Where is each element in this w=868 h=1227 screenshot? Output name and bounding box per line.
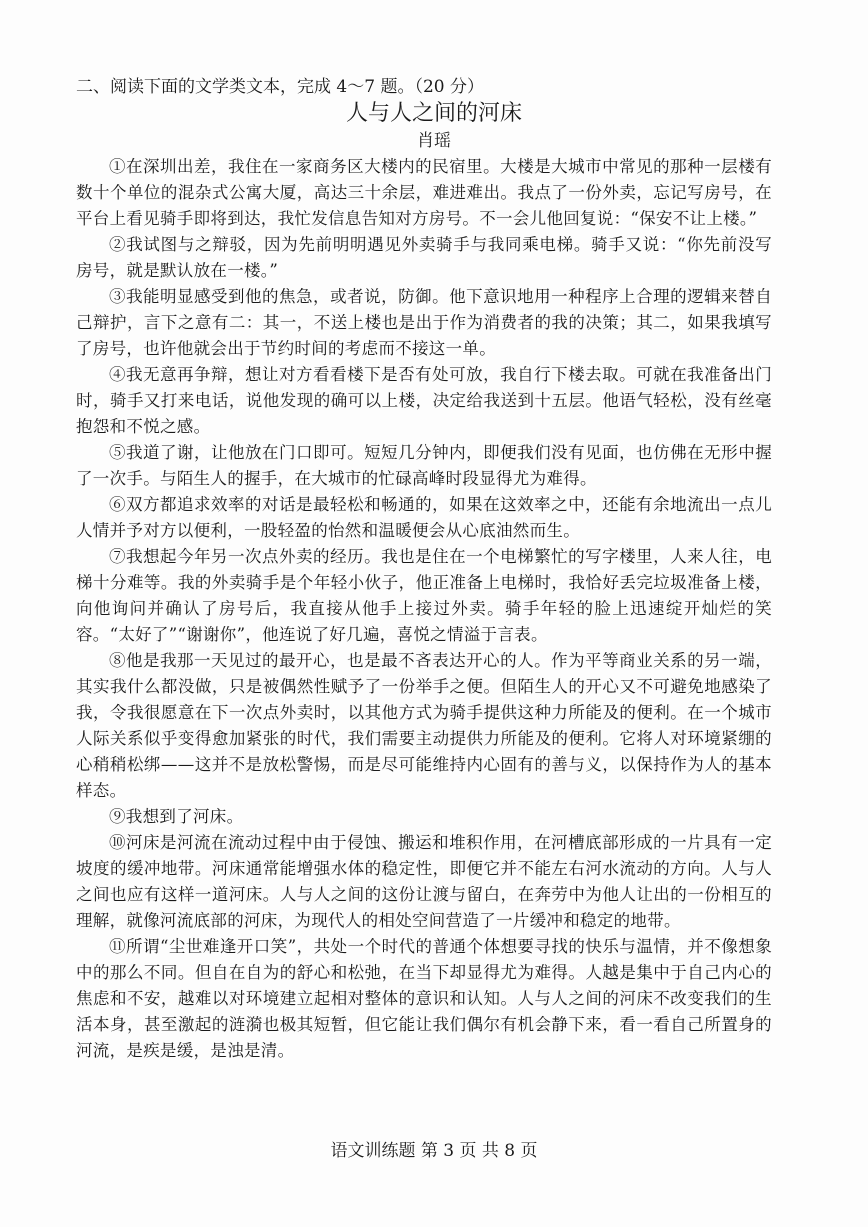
paragraph-6: ⑥双方都追求效率的对话是最轻松和畅通的，如果在这效率之中，还能有余地流出一点儿人情并予对方以便利，一股轻盈的怡然和温暖便会从心底油然而生。 <box>76 495 772 540</box>
paragraph-4: ④我无意再争辩，想让对方看看楼下是否有处可放，我自行下楼去取。可就在我准备出门时，骑手又打来电话，说他发现的确可以上楼，决定给我送到十五层。他语气轻松，没有丝毫抱怨和不悦之感。 <box>76 365 772 436</box>
article-title: 人与人之间的河床 <box>345 101 522 126</box>
paragraph-5: ⑤我道了谢，让他放在门口即可。短短几分钟内，即便我们没有见面，也仿佛在无形中握了一次手。与陌生人的握手，在大城市的忙碌高峰时段显得尤为难得。 <box>76 443 772 488</box>
page-footer: 语文训练题 第 3 页 共 8 页 <box>330 1141 538 1161</box>
section-heading: 二、阅读下面的文学类文本，完成 4～7 题。（20 分） <box>76 77 484 97</box>
paragraph-10: ⑩河床是河流在流动过程中由于侵蚀、搬运和堆积作用，在河槽底部形成的一片具有一定坡度的缓冲地带。河床通常能增强水体的稳定性，即便它并不能左右河水流动的方向。人与人之间也应有这样一道河床。人与人之间的这份让渡与留白，在奔劳中为他人让出的一份相互的理解，就像河流底部的河床，为现代人的相处空间营造了一片缓冲和稳定的地带。 <box>76 833 772 930</box>
paragraph-8: ⑧他是我那一天见过的最开心，也是最不吝表达开心的人。作为平等商业关系的另一端，其实我什么都没做，只是被偶然性赋予了一份举手之便。但陌生人的开心又不可避免地感染了我，令我很愿意在下一次点外卖时，以其他方式为骑手提供这种力所能及的便利。在一个城市人际关系似乎变得愈加紧张的时代，我们需要主动提供力所能及的便利。它将人对环境紧绷的心稍稍松绑——这并不是放松警惕，而是尽可能维持内心固有的善与义，以保持作为人的基本样态。 <box>76 651 772 800</box>
paragraph-3: ③我能明显感受到他的焦急，或者说，防御。他下意识地用一种程序上合理的逻辑来替自己辩护，言下之意有二：其一，不送上楼也是出于作为消费者的我的决策；其二，如果我填写了房号，也许他就会出于节约时间的考虑而不接这一单。 <box>76 287 772 358</box>
paragraph-7: ⑦我想起今年另一次点外卖的经历。我也是住在一个电梯繁忙的写字楼里，人来人往，电梯十分难等。我的外卖骑手是个年轻小伙子，他正准备上电梯时，我恰好丢完垃圾准备上楼，向他询问并确认了房号后，我直接从他手上接过外卖。骑手年轻的脸上迅速绽开灿烂的笑容。“太好了”“谢谢你”，他连说了好几遍，喜悦之情溢于言表。 <box>76 547 772 644</box>
paragraph-1: ①在深圳出差，我住在一家商务区大楼内的民宿里。大楼是大城市中常见的那种一层楼有数十个单位的混杂式公寓大厦，高达三十余层，难进难出。我点了一份外卖，忘记写房号，在平台上看见骑手即将到达，我忙发信息告知对方房号。不一会儿他回复说：“保安不让上楼。” <box>76 157 772 228</box>
paragraph-2: ②我试图与之辩驳，因为先前明明遇见外卖骑手与我同乘电梯。骑手又说：“你先前没写房号，就是默认放在一楼。” <box>76 235 772 280</box>
article-author: 肖瑶 <box>417 131 451 151</box>
paragraph-9: ⑨我想到了河床。 <box>109 807 244 826</box>
paragraph-11: ⑪所谓“尘世难逢开口笑”，共处一个时代的普通个体想要寻找的快乐与温情，并不像想象中的那么不同。但自在自为的舒心和松弛，在当下却显得尤为难得。人越是集中于自己内心的焦虑和不安，越难以对环境建立起相对整体的意识和认知。人与人之间的河床不改变我们的生活本身，甚至激起的涟漪也极其短暂，但它能让我们偶尔有机会静下来，看一看自己所置身的河流，是疾是缓，是浊是清。 <box>76 937 772 1060</box>
article-body <box>76 154 772 1064</box>
